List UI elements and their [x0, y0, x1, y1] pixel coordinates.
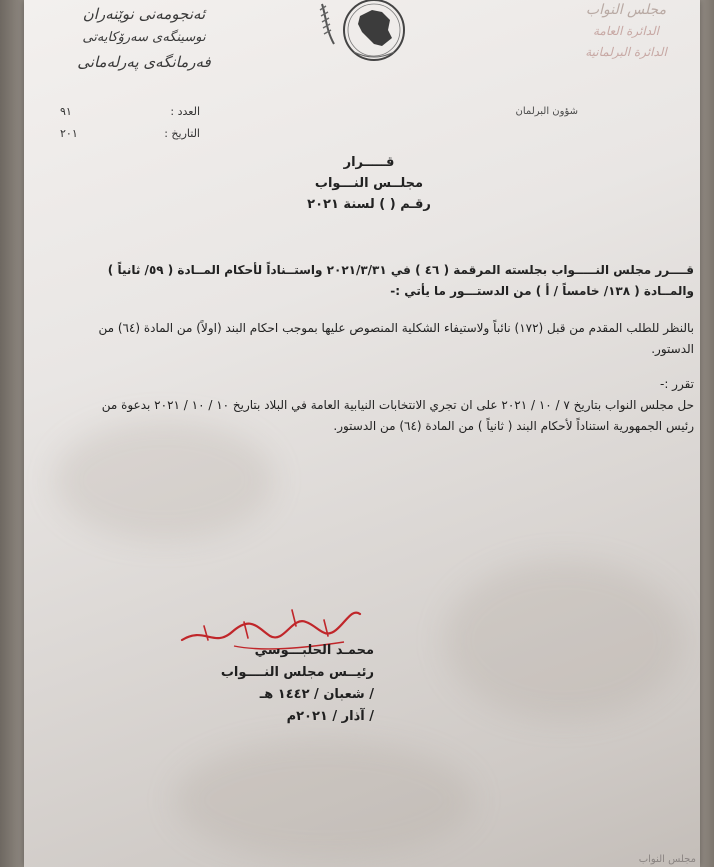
title-line: قـــــرار — [343, 155, 395, 170]
title-line: مجلــس النـــواب — [314, 176, 424, 191]
hijri-date: / شعبان / ١٤٤٢ هـ — [259, 687, 374, 702]
letterhead-line: مجلس النواب — [585, 2, 667, 18]
number-label: العدد : — [170, 104, 200, 118]
number-value: ٩١ — [60, 104, 72, 118]
letterhead-line: فەرمانگەی پەرلەمانی — [77, 53, 211, 71]
parliament-emblem-icon — [316, 0, 412, 70]
letterhead-line: نوسینگەی سەرۆکایەتی — [82, 30, 206, 45]
letterhead-line: ئەنجومەنی نوێنەران — [82, 5, 206, 23]
letterhead-line: الدائرة العامة — [593, 24, 659, 38]
decision-basis: بالنظر للطلب المقدم من قبل (١٧٢) نائباً ولاستيفاء الشكلية المنصوص عليها بموجب احكام البند (اولاً) من المادة (٦٤) من الدستور. — [98, 321, 694, 356]
date-label: التاريخ : — [164, 126, 200, 140]
reference-info — [60, 100, 200, 144]
department-reference: شؤون البرلمان — [515, 106, 578, 117]
letterhead-line: الدائرة البرلمانية — [585, 45, 667, 59]
arabic-letterhead — [556, 0, 696, 63]
date-value: ٢٠١ — [60, 126, 78, 140]
gregorian-date: / آذار / ٢٠٢١م — [286, 709, 374, 724]
document-page — [24, 0, 700, 867]
paper-shadow — [174, 740, 474, 860]
paper-shadow — [54, 420, 274, 540]
resolution-heading: تقرر :- — [659, 377, 694, 391]
signatory-name: محمـد الحلبـــوسي — [254, 643, 374, 658]
signatory-title: رئيــس مجلس النــــواب — [220, 665, 374, 680]
decision-resolution — [94, 374, 694, 437]
kurdish-letterhead — [64, 2, 224, 74]
paper-shadow — [444, 560, 684, 720]
title-line: رقـم ( ) لسنة ٢٠٢١ — [307, 197, 431, 212]
resolution-text: حل مجلس النواب بتاريخ ٧ / ١٠ / ٢٠٢١ على ان تجري الانتخابات النيابية العامة في البلاد بتاريخ ١٠ / ١٠ / ٢٠٢١ بدعوة من رئيس الجمهورية استناداً لأحكام البند ( ثانياً ) من المادة (٦٤) من الدستور. — [101, 398, 694, 433]
decision-preamble: قــــرر مجلس النـــــواب بجلسته المرقمة ( ٤٦ ) في ٢٠٢١/٣/٣١ واستــناداً لأحكام المــادة ( ٥٩/ ثانياً ) والمــادة ( ١٣٨/ خامساً / أ ) من الدستـــور ما يأتي :- — [107, 263, 694, 298]
decision-title — [284, 152, 454, 215]
footer-mark: مجلس النواب — [638, 854, 696, 865]
